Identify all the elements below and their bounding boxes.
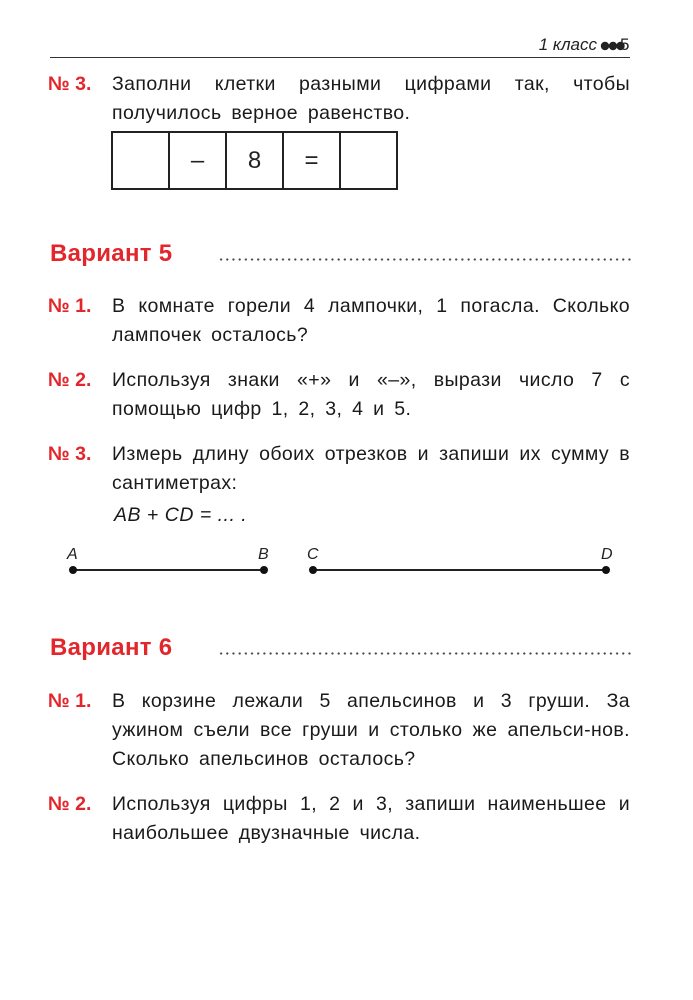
formula: AB + CD = ... . bbox=[114, 504, 248, 526]
equals-cell: = bbox=[282, 133, 339, 188]
task-prev-3 bbox=[48, 70, 630, 128]
point-c bbox=[309, 566, 317, 574]
task-number: № 3. bbox=[48, 443, 92, 465]
answer-cell[interactable] bbox=[339, 133, 396, 188]
point-b bbox=[260, 566, 268, 574]
segments-figure bbox=[0, 535, 693, 585]
point-c-label: C bbox=[307, 546, 319, 563]
task-number: № 1. bbox=[48, 690, 92, 712]
task-number: № 2. bbox=[48, 793, 92, 815]
point-a bbox=[69, 566, 77, 574]
variant-6-title: Вариант 6 bbox=[50, 634, 173, 661]
page-number: 5 bbox=[620, 35, 630, 54]
eight-cell: 8 bbox=[225, 133, 282, 188]
variant-6-task-2 bbox=[48, 790, 630, 848]
point-d-label: D bbox=[601, 546, 613, 563]
task-text: Используя цифры 1, 2 и 3, запиши наименьшее и наибольшее двузначные числа. bbox=[112, 793, 630, 844]
task-text: Заполни клетки разными цифрами так, чтобы получилось верное равенство. bbox=[112, 73, 630, 124]
task-text: Измерь длину обоих отрезков и запиши их сумму в сантиметрах: bbox=[112, 443, 630, 494]
point-a-label: A bbox=[67, 546, 78, 563]
answer-cell[interactable] bbox=[113, 133, 168, 188]
task-number: № 2. bbox=[48, 369, 92, 391]
variant-5-task-1 bbox=[48, 292, 630, 350]
point-b-label: B bbox=[258, 546, 269, 563]
point-d bbox=[602, 566, 610, 574]
equation-cells bbox=[111, 131, 398, 190]
header-divider bbox=[50, 57, 630, 58]
variant-5-task-2 bbox=[48, 366, 630, 424]
minus-cell: – bbox=[168, 133, 225, 188]
task-text: Используя знаки «+» и «–», вырази число 7 с помощью цифр 1, 2, 3, 4 и 5. bbox=[112, 369, 630, 420]
task-number: № 3. bbox=[48, 73, 92, 95]
variant-6-task-1 bbox=[48, 687, 630, 774]
task-text: В комнате горели 4 лампочки, 1 погасла. Сколько лампочек осталось? bbox=[112, 295, 630, 346]
variant-5-task-3 bbox=[48, 440, 630, 498]
grade-label: 1 класс bbox=[538, 35, 597, 54]
dotted-rule bbox=[218, 652, 632, 655]
task-number: № 1. bbox=[48, 295, 92, 317]
task-text: В корзине лежали 5 апельсинов и 3 груши. За ужином съели все груши и столько же апельси-нов. Сколько апельсинов осталось? bbox=[112, 690, 630, 770]
dotted-rule bbox=[218, 258, 632, 261]
variant-5-title: Вариант 5 bbox=[50, 240, 173, 267]
